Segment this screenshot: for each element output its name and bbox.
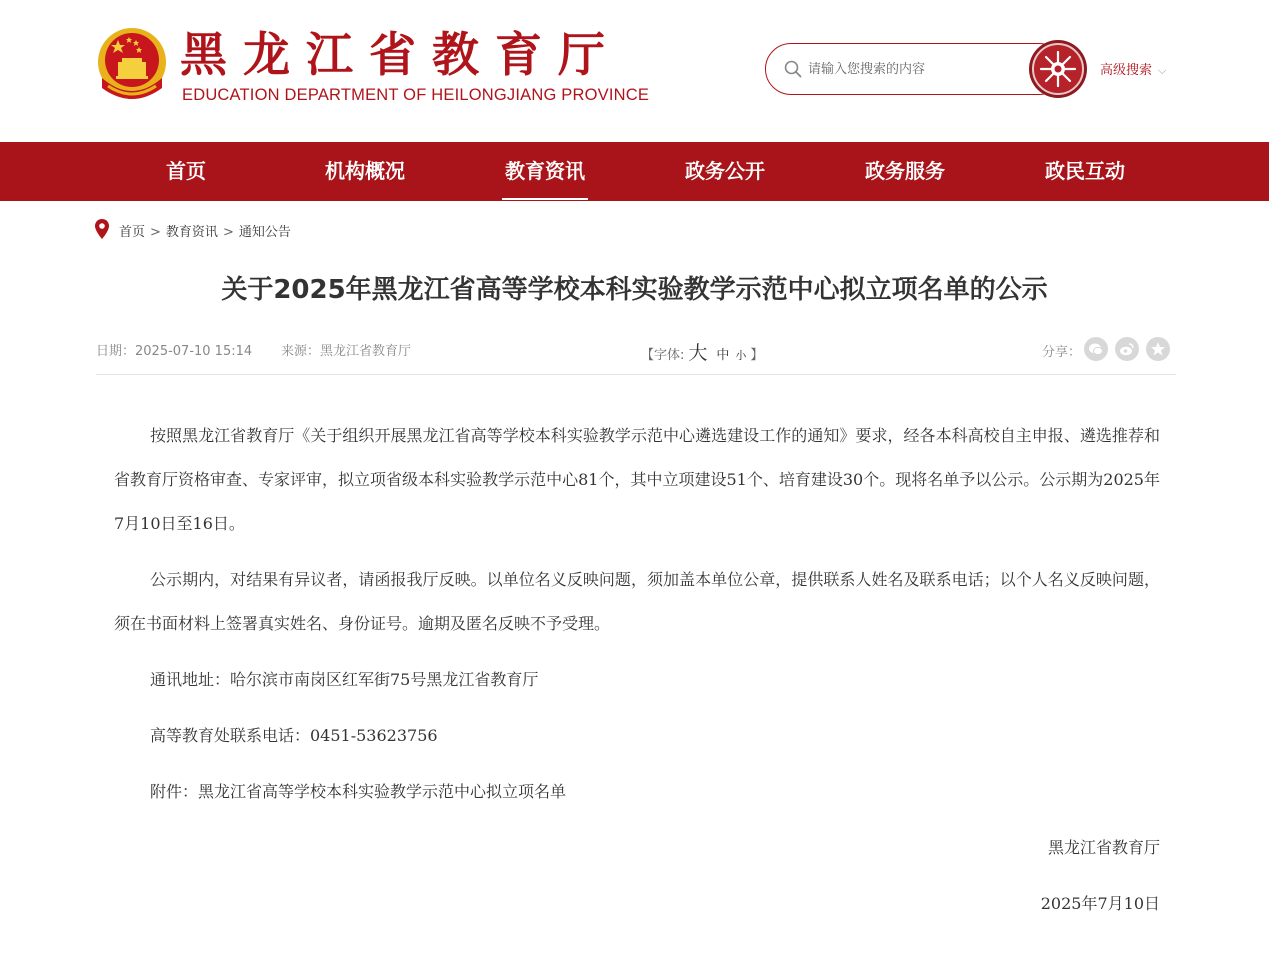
- breadcrumb-notices[interactable]: 通知公告: [238, 225, 291, 240]
- nav-item-organization[interactable]: 机构概况: [325, 159, 405, 183]
- font-size-label: 【字体:: [641, 348, 685, 363]
- article-source: 来源：黑龙江省教育厅: [281, 344, 412, 359]
- advanced-search-link[interactable]: 高级搜索 ⌵: [1100, 63, 1167, 78]
- favorite-icon[interactable]: [1146, 337, 1170, 361]
- location-pin-icon: [95, 219, 109, 239]
- main-nav: [0, 142, 1269, 201]
- signature: 黑龙江省教育厅: [1047, 838, 1160, 857]
- paragraph: 高等教育处联系电话：0451-53623756: [150, 726, 438, 745]
- search-icon: [784, 60, 802, 78]
- paragraph: 通讯地址：哈尔滨市南岗区红军街75号黑龙江省教育厅: [150, 670, 539, 689]
- publish-date: 日期：2025-07-10 15:14: [96, 344, 253, 359]
- article-body: [114, 414, 1160, 926]
- national-emblem-icon: [96, 26, 168, 104]
- nav-item-home[interactable]: 首页: [166, 159, 206, 183]
- nav-item-education-news[interactable]: 教育资讯: [485, 142, 605, 201]
- search-box: [765, 43, 1065, 95]
- attachment-link[interactable]: 黑龙江省高等学校本科实验教学示范中心拟立项名单: [198, 782, 567, 801]
- weibo-icon[interactable]: [1115, 337, 1139, 361]
- breadcrumb-separator: >: [150, 225, 161, 240]
- paragraph: 按照黑龙江省教育厅《关于组织开展黑龙江省高等学校本科实验教学示范中心遴选建设工作的通知》要求，经各本科高校自主申报、遴选推荐和省教育厅资格审查、专家评审，拟立项省级本科实验教学示范中心81个，其中立项建设51个、培育建设30个。现将名单予以公示。公示期为2025年7月10日至16日。: [114, 426, 1160, 533]
- font-size-large-button[interactable]: 大: [688, 342, 708, 364]
- search-submit-button[interactable]: [1028, 39, 1088, 99]
- chevron-down-icon: ⌵: [1158, 64, 1167, 77]
- breadcrumb-separator: >: [222, 225, 234, 240]
- article-title: 关于2025年黑龙江省高等学校本科实验教学示范中心拟立项名单的公示: [221, 275, 1048, 305]
- nav-item-government-services[interactable]: 政务服务: [865, 159, 945, 183]
- font-size-small-button[interactable]: 小: [735, 349, 747, 362]
- sign-date: 2025年7月10日: [1040, 894, 1160, 913]
- attachment-paragraph: [114, 770, 1160, 814]
- site-header: [0, 0, 1269, 142]
- site-title: 黑龙江省教育厅: [180, 28, 621, 83]
- nav-item-government-affairs[interactable]: 政务公开: [685, 159, 765, 183]
- article-meta: [96, 325, 1176, 375]
- font-size-close-bracket: 】: [750, 348, 764, 363]
- paragraph: 公示期内，对结果有异议者，请函报我厅反映。以单位名义反映问题，须加盖本单位公章，提供联系人姓名及联系电话；以个人名义反映问题，须在书面材料上签署真实姓名、身份证号。逾期及匿名反映不予受理。: [114, 570, 1160, 633]
- breadcrumb-education-news[interactable]: 教育资讯: [165, 225, 218, 240]
- font-size-switcher: [641, 338, 763, 365]
- search-input[interactable]: [808, 58, 1018, 80]
- share-label: 分享：: [1042, 345, 1082, 360]
- wechat-icon[interactable]: [1084, 337, 1108, 361]
- nav-item-public-interaction[interactable]: 政民互动: [1045, 159, 1125, 183]
- site-subtitle: EDUCATION DEPARTMENT OF HEILONGJIANG PROVINCE: [182, 86, 650, 104]
- breadcrumb-home[interactable]: 首页: [119, 225, 146, 240]
- attachment-label: 附件：: [150, 782, 199, 801]
- font-size-medium-button[interactable]: 中: [716, 348, 730, 363]
